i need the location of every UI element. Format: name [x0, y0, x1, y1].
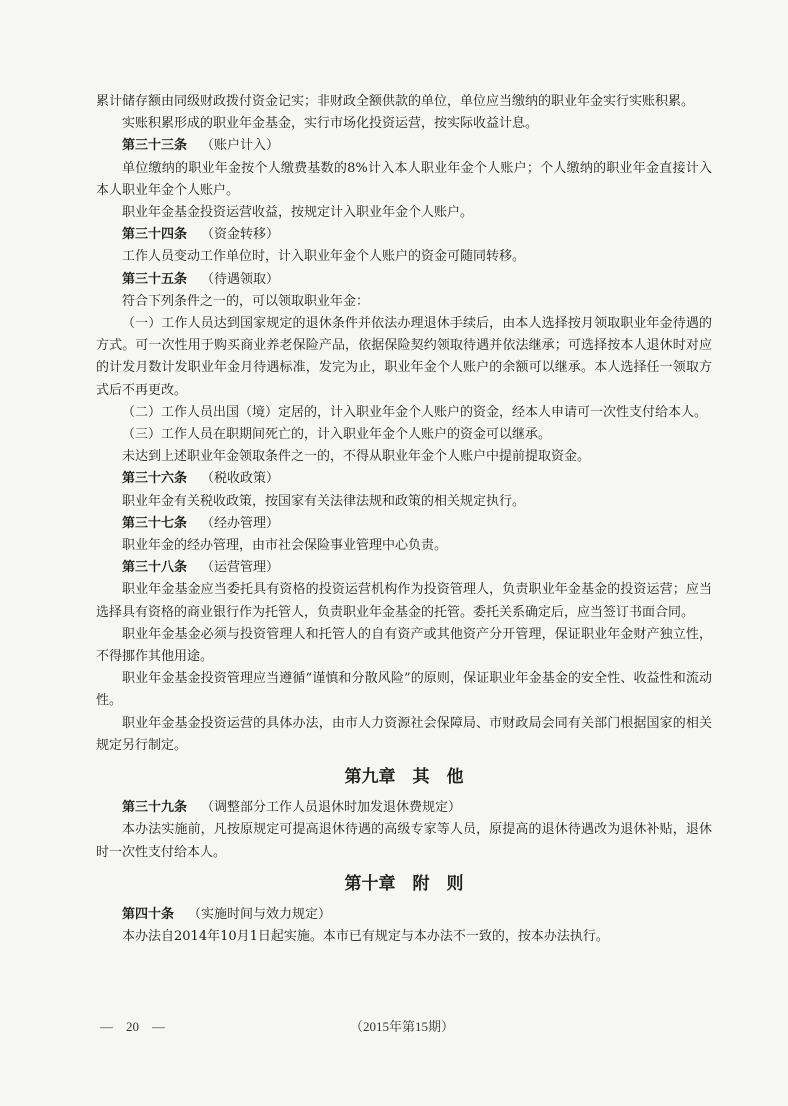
chapter-heading-9: 第九章 其 他 [344, 767, 464, 788]
paragraph: 实账积累形成的职业年金基金，实行市场化投资运营，按实际收益计息。 [122, 116, 539, 132]
article-heading-38 [96, 557, 712, 579]
paragraph: 本办法实施前，凡按原规定可提高退休待遇的高级专家等人员，原提高的退休待遇改为退休补贴，退休时一次性支付给本人。 [96, 822, 712, 860]
paragraph: 累计储存额由同级财政拨付资金记实；非财政全额供款的单位，单位应当缴纳的职业年金实行实账积累。 [96, 94, 695, 109]
page-number: — 20 — [100, 1019, 166, 1034]
paragraph: 职业年金有关税收政策，按国家有关法律法规和政策的相关规定执行。 [122, 493, 526, 509]
paragraph: （一）工作人员达到国家规定的退休条件并依法办理退休手续后，由本人选择按月领取职业年金待遇的方式。可一次性用于购买商业养老保险产品，依据保险契约领取待遇并依法继承；可选择按本人退休时对应的计发月数计发职业年金月待遇标准，发完为止，职业年金个人账户的余额可以继承。本人选择任一领取方式后不再更改。 [96, 316, 712, 398]
article-title: （账户计入） [201, 138, 280, 154]
paragraph: （三）工作人员在职期间死亡的，计入职业年金个人账户的资金可以继承。 [122, 427, 552, 443]
article-title: （待遇领取） [201, 271, 280, 287]
chapter-heading-10: 第十章 附 则 [344, 873, 464, 894]
article-number: 第三十四条 [122, 227, 188, 243]
paragraph: 职业年金基金投资运营收益，按规定计入职业年金个人账户。 [122, 205, 474, 221]
article-heading-39 [96, 797, 712, 819]
paragraph: 符合下列条件之一的，可以领取职业年金： [122, 293, 370, 309]
paragraph: （二）工作人员出国（境）定居的，计入职业年金个人账户的资金，经本人申请可一次性支付给本人。 [122, 404, 708, 420]
article-title: （调整部分工作人员退休时加发退休费规定） [201, 800, 462, 816]
paragraph: 职业年金基金应当委托具有资格的投资运营机构作为投资管理人，负责职业年金基金的投资运营；应当选择具有资格的商业银行作为托管人，负责职业年金基金的托管。委托关系确定后，应当签订书面合同。 [96, 582, 712, 620]
article-heading-33 [96, 135, 712, 157]
article-number: 第三十三条 [122, 138, 188, 154]
article-number: 第三十七条 [122, 515, 188, 531]
article-title: （运营管理） [201, 560, 280, 576]
paragraph: 工作人员变动工作单位时，计入职业年金个人账户的资金可随同转移。 [122, 249, 526, 265]
article-title: （经办管理） [201, 515, 280, 531]
article-number: 第三十八条 [122, 560, 188, 576]
article-title: （税收政策） [201, 471, 280, 487]
paragraph: 单位缴纳的职业年金按个人缴费基数的8%计入本人职业年金个人账户；个人缴纳的职业年金直接计入本人职业年金个人账户。 [96, 160, 712, 198]
paragraph: 职业年金基金必须与投资管理人和托管人的自有资产或其他资产分开管理，保证职业年金财产独立性，不得挪作其他用途。 [96, 626, 712, 665]
issue-label: （2015年第15期） [350, 1019, 455, 1034]
article-heading-40 [96, 904, 712, 926]
paragraph: 未达到上述职业年金领取条件之一的，不得从职业年金个人账户中提前提取资金。 [122, 449, 591, 465]
article-heading-35 [96, 269, 712, 291]
article-title: （实施时间与效力规定） [188, 906, 332, 922]
article-title: （资金转移） [201, 227, 280, 243]
article-heading-34 [96, 224, 712, 246]
paragraph: 职业年金的经办管理，由市社会保险事业管理中心负责。 [122, 538, 448, 554]
paragraph: 职业年金基金投资运营的具体办法，由市人力资源社会保障局、市财政局会同有关部门根据国家的相关规定另行制定。 [96, 715, 712, 753]
article-heading-36 [96, 468, 712, 490]
article-number: 第三十五条 [122, 271, 188, 287]
paragraph: 职业年金基金投资管理应当遵循“谨慎和分散风险”的原则，保证职业年金基金的安全性、收益性和流动性。 [96, 671, 712, 709]
article-heading-37 [96, 513, 712, 535]
document-body [96, 91, 712, 948]
article-number: 第三十六条 [122, 471, 188, 487]
article-number: 第三十九条 [122, 800, 188, 816]
article-number: 第四十条 [122, 906, 175, 922]
paragraph: 本办法自2014年10月1日起实施。本市已有规定与本办法不一致的，按本办法执行。 [122, 928, 609, 944]
